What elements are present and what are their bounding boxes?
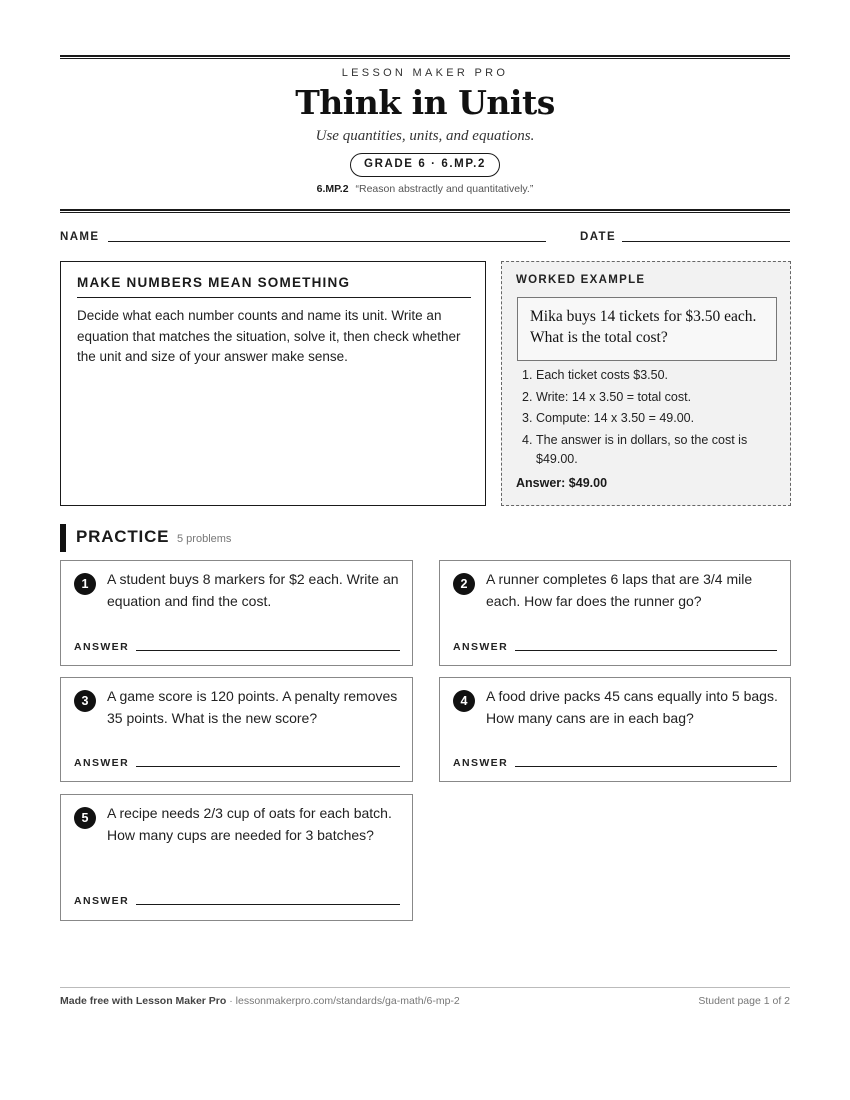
step-text: The answer is in dollars, so the cost is $49.00. (536, 432, 748, 466)
date-label: DATE (580, 231, 617, 243)
problem-number-badge: 2 (453, 573, 475, 595)
problem-text: A food drive packs 45 cans equally into 5 bags. How many cans are in each bag? (486, 688, 778, 726)
problem-text: A student buys 8 markers for $2 each. Write an equation and find the cost. (107, 571, 399, 609)
header-bottom-rule (60, 209, 790, 213)
page-title: Think in Units (295, 83, 555, 122)
problem-number-badge: 4 (453, 690, 475, 712)
standard-text: “Reason abstractly and quantitatively.” (355, 183, 534, 195)
answer-field-4[interactable] (515, 766, 777, 767)
step-text: Compute: 14 x 3.50 = 49.00. (536, 411, 695, 425)
answer-label: ANSWER (74, 641, 130, 653)
worked-step (516, 366, 782, 385)
intro-box (60, 261, 486, 506)
step-number: 3. (522, 411, 533, 425)
problem-card-5 (60, 794, 413, 921)
intro-heading: MAKE NUMBERS MEAN SOMETHING (77, 275, 471, 298)
problem-number-badge: 5 (74, 807, 96, 829)
worked-step (516, 431, 782, 469)
worked-example-box (501, 261, 791, 506)
page-subtitle: Use quantities, units, and equations. (315, 128, 535, 144)
name-label: NAME (60, 231, 100, 243)
step-number: 2. (522, 389, 533, 404)
problem-card-2 (439, 560, 791, 666)
problem-card-4 (439, 677, 791, 782)
answer-label: ANSWER (453, 641, 509, 653)
grade-badge: GRADE 6 · 6.MP.2 (350, 153, 500, 177)
footer-made-with: Made free with Lesson Maker Pro (60, 995, 227, 1007)
date-field[interactable] (622, 241, 790, 242)
practice-title: PRACTICE (76, 527, 170, 546)
name-field[interactable] (108, 241, 546, 242)
standard-line (60, 183, 790, 195)
answer-label: ANSWER (74, 895, 130, 907)
problem-text: A recipe needs 2/3 cup of oats for each batch. How many cups are needed for 3 batches? (107, 805, 392, 843)
problem-text: A runner completes 6 laps that are 3/4 mile each. How far does the runner go? (486, 571, 753, 609)
worked-step (516, 409, 782, 428)
standard-code: 6.MP.2 (316, 183, 349, 195)
worksheet-page (60, 0, 790, 1100)
worked-example-answer: Answer: $49.00 (516, 476, 608, 490)
step-number: 1. (522, 368, 533, 382)
intro-body: Decide what each number counts and name its unit. Write an equation that matches the situation, solve it, then check whether the unit and size of your answer make sense. (77, 308, 461, 364)
problem-text: A game score is 120 points. A penalty removes 35 points. What is the new score? (107, 688, 398, 726)
problem-card-1 (60, 560, 413, 666)
footer-separator: · (226, 995, 236, 1007)
answer-field-2[interactable] (515, 650, 777, 651)
footer-rule (60, 987, 790, 988)
answer-label: ANSWER (453, 757, 509, 769)
problem-card-3 (60, 677, 413, 782)
worked-example-steps (516, 366, 782, 471)
worked-step (516, 388, 782, 407)
worked-example-heading: WORKED EXAMPLE (516, 274, 646, 286)
answer-field-3[interactable] (136, 766, 400, 767)
problem-number-badge: 3 (74, 690, 96, 712)
answer-field-5[interactable] (136, 904, 400, 905)
footer-credit (60, 995, 460, 1007)
brand-name: LESSON MAKER PRO (341, 67, 509, 79)
footer-page-number: Student page 1 of 2 (698, 995, 790, 1007)
answer-label: ANSWER (74, 757, 130, 769)
footer-url-link[interactable]: lessonmakerpro.com/standards/ga-math/6-mp-2 (235, 995, 460, 1007)
header-top-rule (60, 55, 790, 59)
step-text: Each ticket costs $3.50. (536, 368, 669, 382)
answer-field-1[interactable] (136, 650, 400, 651)
practice-count: 5 problems (177, 533, 232, 545)
step-number: 4. (522, 432, 533, 447)
step-text: Write: 14 x 3.50 = total cost. (536, 389, 692, 404)
worked-example-problem: Mika buys 14 tickets for $3.50 each. What is the total cost? (517, 297, 777, 361)
practice-accent-bar (60, 524, 66, 552)
problem-number-badge: 1 (74, 573, 96, 595)
